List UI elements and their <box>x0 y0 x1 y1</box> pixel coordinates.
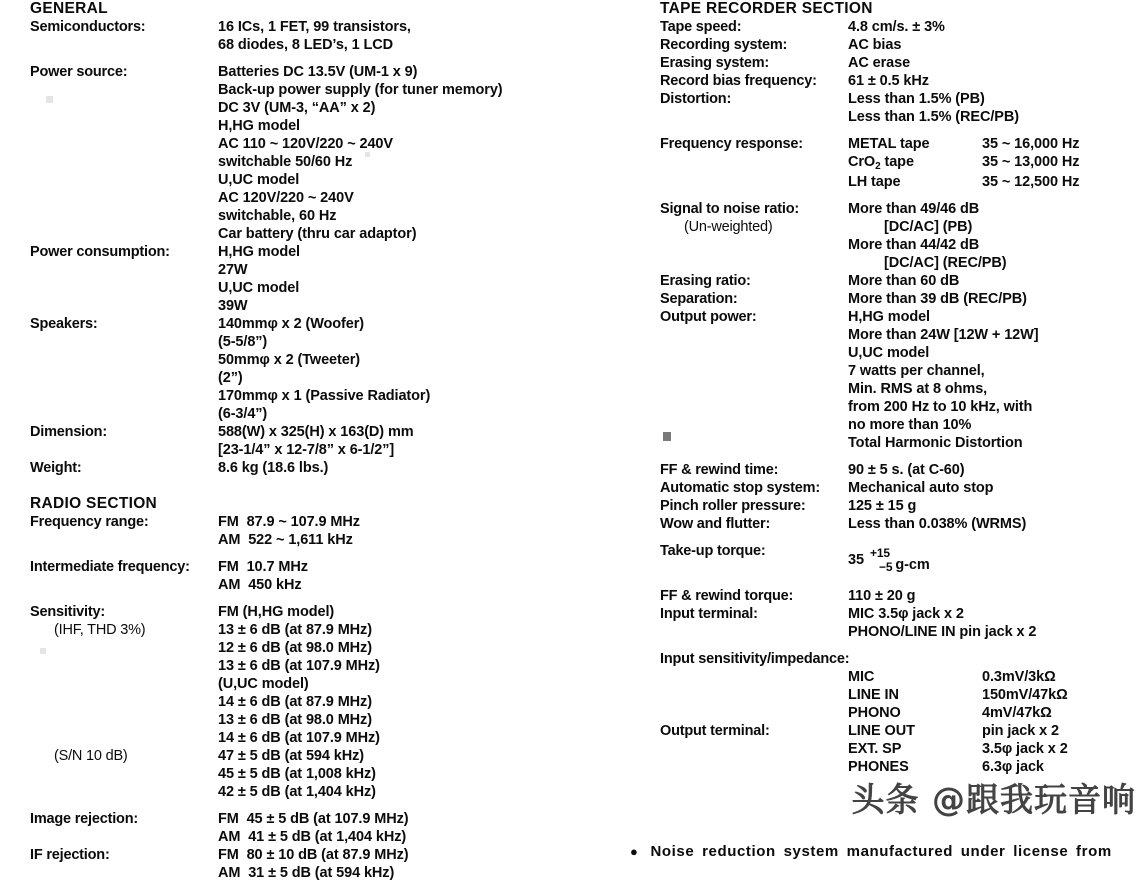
spec-value-line: 16 ICs, 1 FET, 99 transistors, <box>218 19 411 35</box>
spec-subtable-value: 3.5φ jack x 2 <box>982 741 1068 757</box>
spec-value-line: H,HG model <box>848 309 930 325</box>
spec-values <box>218 846 600 882</box>
spec-value-line: AC 110 ~ 120V/220 ~ 240V <box>218 136 393 152</box>
spec-value-line: switchable, 60 Hz <box>218 208 337 224</box>
spec-value-line: FM 80 ± 10 dB (at 87.9 MHz) <box>218 847 409 863</box>
spec-row <box>630 650 1148 668</box>
spec-values <box>218 243 600 315</box>
tolerance-upper: +15 <box>869 545 890 560</box>
spec-row <box>630 515 1148 533</box>
spec-row <box>630 272 1148 290</box>
spec-value-line: Min. RMS at 8 ohms, <box>848 381 988 397</box>
spec-value-line: MIC 3.5φ jack x 2 <box>848 606 964 622</box>
spec-value-line: (6-3/4”) <box>218 406 268 422</box>
spec-value-line: AC 120V/220 ~ 240V <box>218 190 354 206</box>
spec-values <box>848 542 1148 578</box>
spec-row <box>630 461 1148 479</box>
spec-row <box>630 18 1148 36</box>
spec-label: Output terminal: <box>660 723 770 739</box>
spec-value-line: 13 ± 6 dB (at 87.9 MHz) <box>218 622 372 638</box>
spec-value-line: 39W <box>218 298 248 314</box>
spec-value-line: FM 10.7 MHz <box>218 559 308 575</box>
tolerance-value <box>848 542 1148 578</box>
spec-label: Separation: <box>660 291 738 307</box>
spec-value-line: no more than 10% <box>848 417 972 433</box>
spec-value-line: 588(W) x 325(H) x 163(D) mm <box>218 424 414 440</box>
spec-value-line: AM 450 kHz <box>218 577 302 593</box>
spec-value-line: 125 ± 15 g <box>848 498 917 514</box>
spec-row <box>0 603 600 747</box>
spec-value-line: Batteries DC 13.5V (UM-1 x 9) <box>218 64 418 80</box>
spec-label: Recording system: <box>660 37 788 53</box>
spec-subtable <box>848 135 1148 191</box>
row-gap <box>630 452 1148 461</box>
spec-values <box>848 72 1148 90</box>
spec-label: Input terminal: <box>660 606 758 622</box>
spec-value-line: PHONO/LINE IN pin jack x 2 <box>848 624 1037 640</box>
spec-values <box>218 459 600 477</box>
spec-value-line: 90 ± 5 s. (at C-60) <box>848 462 965 478</box>
row-gap <box>630 533 1148 542</box>
spec-values <box>848 461 1148 479</box>
spec-row <box>630 72 1148 90</box>
section-heading: GENERAL <box>30 0 108 17</box>
spec-label: Input sensitivity/impedance: <box>660 651 850 667</box>
spec-value-line: 4.8 cm/s. ± 3% <box>848 19 945 35</box>
tolerance-unit: g-cm <box>895 557 930 573</box>
spec-label: Sensitivity: <box>30 604 105 620</box>
spec-value-line: 14 ± 6 dB (at 107.9 MHz) <box>218 730 380 746</box>
row-gap <box>0 549 600 558</box>
spec-label: Image rejection: <box>30 811 138 827</box>
spec-label: Pinch roller pressure: <box>660 498 806 514</box>
watermark: 头条 @跟我玩音响 <box>851 780 1136 819</box>
spec-value-line: 7 watts per channel, <box>848 363 985 379</box>
spec-label: Output power: <box>660 309 757 325</box>
spec-row <box>0 459 600 477</box>
spec-subtable-value: pin jack x 2 <box>982 723 1059 739</box>
spec-value-line: Total Harmonic Distortion <box>848 435 1023 451</box>
spec-label: Frequency response: <box>660 136 803 152</box>
spec-subtable <box>848 668 1148 722</box>
spec-values <box>848 479 1148 497</box>
section-gap <box>0 477 600 495</box>
right-column <box>630 0 1148 776</box>
spec-label: Wow and flutter: <box>660 516 771 532</box>
spec-value-line: AM 31 ± 5 dB (at 594 kHz) <box>218 865 395 881</box>
spec-value-line: DC 3V (UM-3, “AA” x 2) <box>218 100 376 116</box>
spec-row <box>630 587 1148 605</box>
spec-value-line: More than 44/42 dB <box>848 237 980 253</box>
spec-value-line: [DC/AC] (PB) <box>884 219 973 235</box>
spec-subtable-name: PHONO <box>848 705 901 721</box>
spec-value-line: AC erase <box>848 55 911 71</box>
row-gap <box>630 191 1148 200</box>
spec-value-line: Mechanical auto stop <box>848 480 994 496</box>
section-heading: RADIO SECTION <box>30 495 158 512</box>
spec-subtable-name: LINE IN <box>848 687 899 703</box>
spec-value-line: Less than 1.5% (REC/PB) <box>848 109 1019 125</box>
spec-values <box>848 54 1148 72</box>
spec-values <box>218 18 600 54</box>
spec-values <box>218 603 600 747</box>
spec-value-line: (2”) <box>218 370 243 386</box>
spec-subtable-row <box>848 173 1148 191</box>
spec-label: Weight: <box>30 460 82 476</box>
spec-values <box>218 423 600 459</box>
spec-label: Erasing system: <box>660 55 770 71</box>
spec-value-line: H,HG model <box>218 244 300 260</box>
spec-subtable-name: MIC <box>848 669 875 685</box>
spec-subtable-value: 35 ~ 13,000 Hz <box>982 154 1080 170</box>
spec-subtable-name: LH tape <box>848 174 901 190</box>
spec-label: FF & rewind torque: <box>660 588 794 604</box>
spec-subtable-name: CrO$_2$ tape <box>848 154 914 172</box>
spec-value-line: More than 60 dB <box>848 273 960 289</box>
spec-value-line: 47 ± 5 dB (at 594 kHz) <box>218 748 364 764</box>
spec-value-line: More than 49/46 dB <box>848 201 980 217</box>
spec-row <box>630 308 1148 452</box>
section-heading: TAPE RECORDER SECTION <box>660 0 873 17</box>
spec-label: Speakers: <box>30 316 98 332</box>
spec-subtable-value: 35 ~ 12,500 Hz <box>982 174 1080 190</box>
spec-value-line: FM 45 ± 5 dB (at 107.9 MHz) <box>218 811 409 827</box>
spec-value-line: 13 ± 6 dB (at 107.9 MHz) <box>218 658 380 674</box>
spec-value-line: U,UC model <box>218 172 300 188</box>
spec-row <box>630 605 1148 641</box>
spec-values <box>848 200 1148 272</box>
spec-values <box>848 668 1148 722</box>
spec-label: Signal to noise ratio: <box>660 201 799 217</box>
spec-row <box>0 315 600 423</box>
spec-value-line: H,HG model <box>218 118 300 134</box>
spec-value-line: Back-up power supply (for tuner memory) <box>218 82 503 98</box>
spec-label: Distortion: <box>660 91 732 107</box>
spec-subtable-row <box>848 704 1148 722</box>
spec-value-line: 27W <box>218 262 248 278</box>
spec-value-line: U,UC model <box>218 280 300 296</box>
spec-value-line: AC bias <box>848 37 902 53</box>
spec-value-line: AM 522 ~ 1,611 kHz <box>218 532 353 548</box>
spec-value-line: Car battery (thru car adaptor) <box>218 226 417 242</box>
spec-label: Power source: <box>30 64 128 80</box>
spec-values <box>848 90 1148 126</box>
spec-value-line: 13 ± 6 dB (at 98.0 MHz) <box>218 712 372 728</box>
spec-value-line: 140mmφ x 2 (Woofer) <box>218 316 364 332</box>
spec-label: Power consumption: <box>30 244 170 260</box>
spec-value-line: AM 41 ± 5 dB (at 1,404 kHz) <box>218 829 407 845</box>
spec-row <box>0 747 600 801</box>
spec-subtable-row <box>848 135 1148 153</box>
spec-values <box>848 135 1148 191</box>
spec-values <box>218 747 600 801</box>
spec-values <box>848 308 1148 452</box>
spec-row <box>0 558 600 594</box>
spec-row <box>0 846 600 882</box>
spec-values <box>218 513 600 549</box>
spec-row <box>630 54 1148 72</box>
spec-value-line: 68 diodes, 8 LED’s, 1 LCD <box>218 37 394 53</box>
spec-row <box>0 18 600 54</box>
spec-row <box>630 290 1148 308</box>
spec-value-line: 61 ± 0.5 kHz <box>848 73 929 89</box>
row-gap <box>630 641 1148 650</box>
spec-row <box>630 36 1148 54</box>
spec-values <box>848 272 1148 290</box>
spec-subtable-name: METAL tape <box>848 136 930 152</box>
spec-sub-label: (Un-weighted) <box>684 219 773 235</box>
spec-value-line: [DC/AC] (REC/PB) <box>884 255 1007 271</box>
spec-subtable-row <box>848 153 1148 173</box>
spec-value-line: 45 ± 5 dB (at 1,008 kHz) <box>218 766 376 782</box>
spec-row <box>0 423 600 459</box>
spec-row <box>0 513 600 549</box>
spec-value-line: (U,UC model) <box>218 676 309 692</box>
spec-subtable-row <box>848 722 1148 740</box>
spec-value-line: 170mmφ x 1 (Passive Radiator) <box>218 388 431 404</box>
spec-subtable-row <box>848 740 1148 758</box>
spec-value-line: FM (H,HG model) <box>218 604 335 620</box>
spec-subtable-name: EXT. SP <box>848 741 902 757</box>
spec-value-line: More than 39 dB (REC/PB) <box>848 291 1027 307</box>
spec-label: Dimension: <box>30 424 107 440</box>
spec-value-line: [23-1/4” x 12-7/8” x 6-1/2”] <box>218 442 395 458</box>
spec-label: Take-up torque: <box>660 543 766 559</box>
spec-value-line: 8.6 kg (18.6 lbs.) <box>218 460 329 476</box>
spec-row <box>630 479 1148 497</box>
spec-value-line: 12 ± 6 dB (at 98.0 MHz) <box>218 640 372 656</box>
row-gap <box>630 578 1148 587</box>
spec-subtable-value: 6.3φ jack <box>982 759 1044 775</box>
spec-row <box>630 135 1148 191</box>
row-gap <box>0 801 600 810</box>
spec-value-line: U,UC model <box>848 345 930 361</box>
spec-label: Intermediate frequency: <box>30 559 190 575</box>
footnote <box>630 843 1148 861</box>
spec-value-line: 110 ± 20 g <box>848 588 916 604</box>
spec-values <box>848 605 1148 641</box>
spec-values <box>218 558 600 594</box>
spec-label: IF rejection: <box>30 847 110 863</box>
row-gap <box>0 54 600 63</box>
footnote-text: Noise reduction system manufactured under license from <box>650 843 1112 860</box>
spec-values <box>848 290 1148 308</box>
spec-sub-label: (IHF, THD 3%) <box>54 622 146 638</box>
spec-values <box>848 587 1148 605</box>
row-gap <box>0 594 600 603</box>
spec-row <box>0 810 600 846</box>
tolerance-base: 35 <box>848 552 864 568</box>
spec-row <box>630 722 1148 776</box>
spec-value-line: 42 ± 5 dB (at 1,404 kHz) <box>218 784 376 800</box>
spec-value-line: Less than 0.038% (WRMS) <box>848 516 1027 532</box>
spec-label: Automatic stop system: <box>660 480 820 496</box>
spec-row <box>630 200 1148 272</box>
spec-row <box>630 497 1148 515</box>
spec-row <box>630 542 1148 578</box>
spec-values <box>218 810 600 846</box>
spec-values <box>848 722 1148 776</box>
tolerance-stack <box>870 547 892 574</box>
spec-row <box>0 243 600 315</box>
row-gap <box>630 126 1148 135</box>
spec-label: Record bias frequency: <box>660 73 817 89</box>
spec-label: FF & rewind time: <box>660 462 779 478</box>
spec-values <box>848 18 1148 36</box>
spec-label: Tape speed: <box>660 19 742 35</box>
spec-row <box>630 668 1148 722</box>
spec-subtable <box>848 722 1148 776</box>
spec-subtable-name: PHONES <box>848 759 909 775</box>
spec-values <box>848 515 1148 533</box>
spec-values <box>848 497 1148 515</box>
spec-subtable-row <box>848 686 1148 704</box>
spec-label: Semiconductors: <box>30 19 146 35</box>
spec-row <box>630 90 1148 126</box>
spec-subtable-name: LINE OUT <box>848 723 915 739</box>
spec-value-line: from 200 Hz to 10 kHz, with <box>848 399 1033 415</box>
spec-subtable-value: 150mV/47kΩ <box>982 687 1068 703</box>
spec-subtable-row <box>848 668 1148 686</box>
spec-values <box>218 63 600 243</box>
spec-subtable-value: 4mV/47kΩ <box>982 705 1052 721</box>
tolerance-lower: −5 <box>878 559 893 574</box>
spec-subtable-value: 0.3mV/3kΩ <box>982 669 1056 685</box>
spec-value-line: 50mmφ x 2 (Tweeter) <box>218 352 360 368</box>
spec-values <box>218 315 600 423</box>
right-column-rows <box>630 0 1148 776</box>
spec-value-line: (5-5/8”) <box>218 334 268 350</box>
spec-label: Erasing ratio: <box>660 273 751 289</box>
spec-subtable-value: 35 ~ 16,000 Hz <box>982 136 1080 152</box>
spec-sub-label: (S/N 10 dB) <box>54 748 128 764</box>
spec-value-line: switchable 50/60 Hz <box>218 154 353 170</box>
bullet-icon: ● <box>630 844 639 859</box>
spec-value-line: More than 24W [12W + 12W] <box>848 327 1039 343</box>
spec-value-line: Less than 1.5% (PB) <box>848 91 985 107</box>
spec-row <box>0 63 600 243</box>
spec-label: Frequency range: <box>30 514 149 530</box>
spec-value-line: 14 ± 6 dB (at 87.9 MHz) <box>218 694 372 710</box>
spec-values <box>848 36 1148 54</box>
spec-value-line: FM 87.9 ~ 107.9 MHz <box>218 514 360 530</box>
